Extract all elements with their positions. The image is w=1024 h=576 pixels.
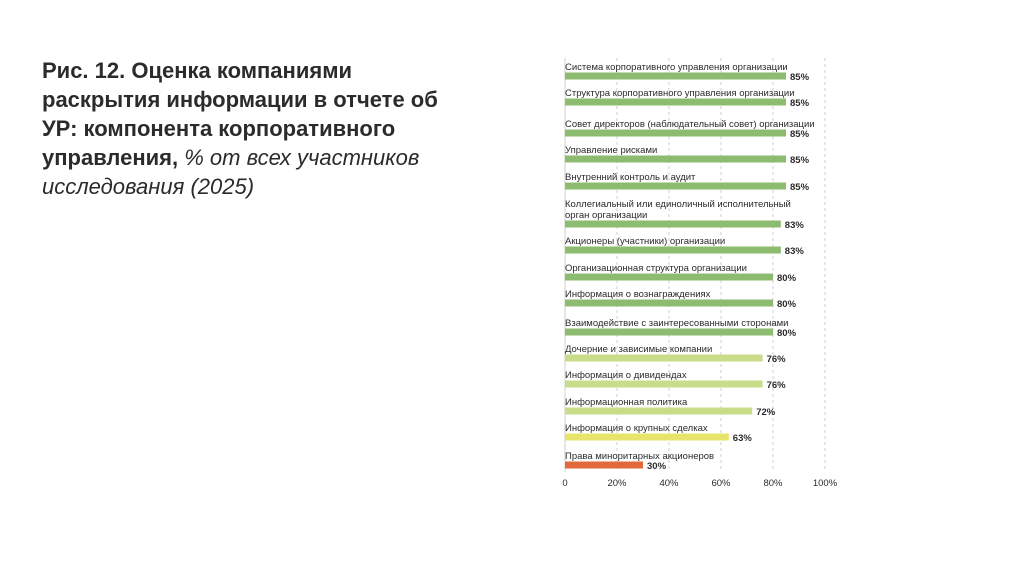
value-label: 85% [790, 155, 810, 166]
x-tick-label: 0 [562, 478, 568, 489]
category-label: Акционеры (участники) организации [565, 236, 726, 247]
bar [565, 156, 786, 163]
bar [565, 247, 781, 254]
chart-row [565, 344, 786, 365]
category-label: Информация о дивидендах [565, 370, 687, 381]
value-label: 80% [777, 299, 797, 310]
figure-title-italic: % от всех участников исследования (2025) [42, 145, 420, 199]
category-label: Коллегиальный или единоличный исполнительный [565, 199, 791, 210]
figure-title-bold: Рис. 12. Оценка компаниями раскрытия информации в отчете об УР: компонента корпоративного управления, [42, 58, 438, 170]
category-label: Структура корпоративного управления организации [565, 88, 795, 99]
chart-row [565, 236, 804, 257]
bar [565, 221, 781, 228]
value-label: 80% [777, 273, 797, 284]
bar [565, 274, 773, 281]
value-label: 76% [766, 380, 786, 391]
value-label: 83% [784, 246, 804, 257]
value-label: 85% [790, 182, 810, 193]
bar [565, 130, 786, 137]
value-label: 30% [647, 461, 667, 472]
value-label: 80% [777, 328, 797, 339]
category-label: Внутренний контроль и аудит [565, 172, 696, 183]
bar [565, 434, 729, 441]
bar [565, 462, 643, 469]
chart-row [565, 62, 810, 83]
value-label: 76% [766, 354, 786, 365]
category-label: Информация о крупных сделках [565, 423, 708, 434]
category-label: Управление рисками [565, 145, 658, 156]
chart-row [565, 289, 797, 310]
chart-row [565, 172, 810, 193]
value-label: 85% [790, 72, 810, 83]
bar [565, 381, 763, 388]
bar [565, 73, 786, 80]
chart-row [565, 119, 815, 140]
value-label: 83% [784, 220, 804, 231]
x-tick-label: 40% [659, 478, 679, 489]
chart-row [565, 451, 714, 472]
chart-row [565, 423, 752, 444]
category-label: Информационная политика [565, 397, 688, 408]
chart-rows [565, 62, 815, 472]
bar [565, 99, 786, 106]
category-label: Совет директоров (наблюдательный совет) организации [565, 119, 815, 130]
bar [565, 329, 773, 336]
bar [565, 300, 773, 307]
category-label: Система корпоративного управления организации [565, 62, 788, 73]
category-label: Информация о вознаграждениях [565, 289, 711, 300]
chart-row [565, 318, 797, 339]
x-axis-ticks [562, 478, 837, 489]
chart-row [565, 88, 810, 109]
bar [565, 355, 763, 362]
x-tick-label: 100% [812, 478, 838, 489]
value-label: 85% [790, 98, 810, 109]
x-tick-label: 20% [607, 478, 627, 489]
category-label: Взаимодействие с заинтересованными сторонами [565, 318, 789, 329]
value-label: 85% [790, 129, 810, 140]
chart-row [565, 397, 776, 418]
chart-row [565, 370, 786, 391]
x-tick-label: 80% [763, 478, 783, 489]
category-label: орган организации [565, 210, 648, 221]
value-label: 63% [732, 433, 752, 444]
bar [565, 408, 752, 415]
value-label: 72% [756, 407, 776, 418]
category-label: Права миноритарных акционеров [565, 451, 715, 462]
category-label: Дочерние и зависимые компании [565, 344, 713, 355]
chart-row [565, 263, 797, 284]
x-tick-label: 60% [711, 478, 731, 489]
bar [565, 183, 786, 190]
chart-row [565, 199, 804, 231]
category-label: Организационная структура организации [565, 263, 747, 274]
